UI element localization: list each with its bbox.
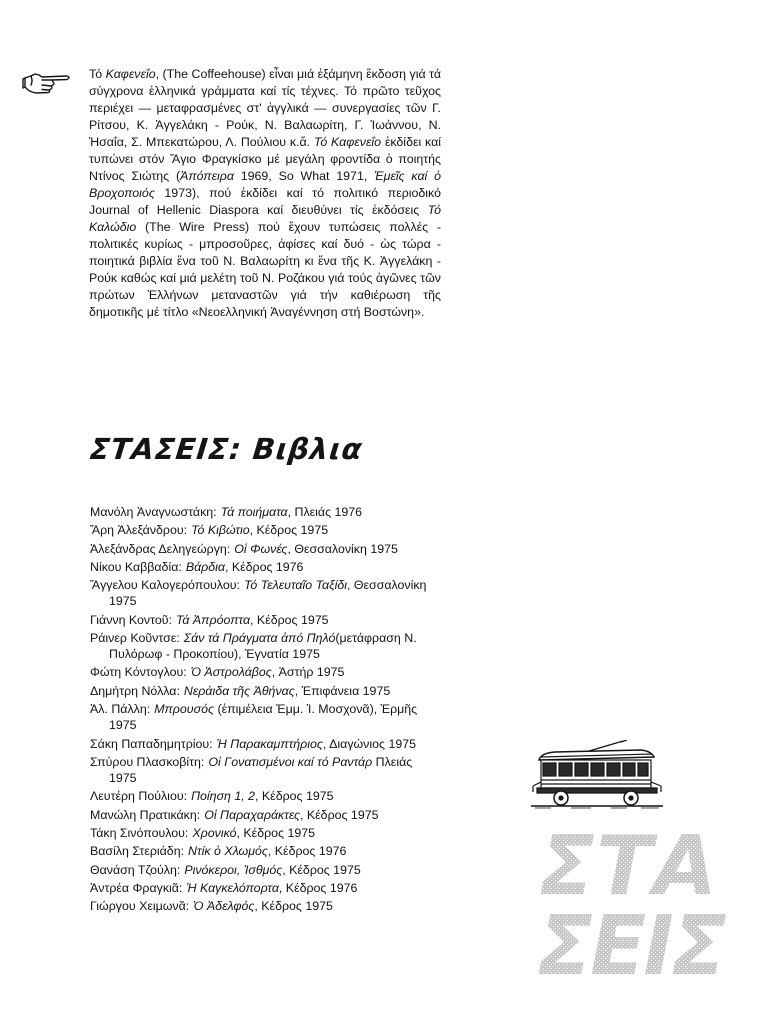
stamp-line-2: ΣΕΙΣ [537, 899, 729, 980]
book-title: Οἱ Φωνές [234, 541, 288, 556]
book-list [90, 504, 442, 916]
book-publisher: , Κέδρος 1975 [250, 612, 329, 627]
stamp-line-1: ΣΤΑ [539, 820, 719, 914]
book-entry [90, 504, 442, 520]
book-author: Ἄγγελου Καλογερόπουλου: [90, 578, 240, 593]
book-author: Φώτη Κόντογλου: [90, 665, 187, 680]
book-publisher: (ἐπιμέλεια Ἐμμ. Ἰ. Μοσχονᾶ), Ἑρμῆς 1975 [109, 702, 418, 733]
book-publisher: , Κέδρος 1976 [224, 559, 304, 574]
intro-text [89, 66, 441, 321]
book-entry [90, 577, 442, 609]
book-author: Θανάση Τζούλη: [90, 862, 181, 877]
book-title: Οἱ Γονατισμένοι καί τό Ραντάρ [208, 754, 373, 769]
book-author: Δημήτρη Νόλλα: [90, 683, 180, 698]
book-author: Μανώλη Πρατικάκη: [90, 807, 201, 822]
book-author: Λευτέρη Πούλιου: [90, 789, 188, 804]
book-title: Οἱ Παραχαράκτες [204, 807, 300, 822]
book-publisher: Πλειάς 1975 [109, 754, 413, 786]
book-title: Σάν τά Πράγματα ἀπό Πηλό [183, 630, 336, 645]
book-title: Ἡ Καγκελόπορτα [186, 880, 279, 895]
book-author: Ἀλ. Πάλλη: [90, 702, 151, 717]
book-entry [90, 807, 442, 823]
book-entry [90, 862, 442, 878]
book-title: Μπρουσός [154, 702, 214, 717]
book-publisher: , Πλειάς 1976 [287, 505, 363, 519]
book-title: Ἡ Παρακαμπτήριος [216, 736, 323, 751]
book-author: Ἀντρέα Φραγκιᾶ: [90, 880, 183, 895]
book-entry [90, 788, 442, 804]
book-entry [90, 683, 442, 699]
intro-italic-title: Τό Καφενεΐο [313, 135, 382, 149]
book-author: Νίκου Καββαδία: [90, 559, 182, 574]
book-title: Ὁ Ἀδελφός [193, 899, 255, 914]
tram-illustration [531, 740, 663, 810]
book-entry [90, 522, 442, 538]
intro-italic-title: Ἀπόπειρα [180, 169, 234, 183]
book-author: Σπύρου Πλασκοβίτη: [90, 754, 205, 769]
book-publisher: , Διαγώνιος 1975 [322, 736, 417, 751]
book-title: Χρονικό [192, 825, 237, 840]
intro-text-segment: Τό [89, 67, 106, 81]
book-title: Ὁ Ἀστρολάβος [190, 665, 272, 680]
book-title: Τό Κιβώτιο [191, 523, 250, 538]
book-entry [90, 630, 442, 662]
book-publisher: , Κέδρος 1975 [254, 899, 333, 914]
book-entry [90, 754, 442, 786]
book-title: Ρινόκεροι, Ἰσθμός [184, 862, 283, 877]
intro-text-segment: 1973), πού ἐκδίδει καί τό πολιτικό περιοδικό Journal of Hellenic Diaspora καί διευθύνει τίς ἐκδόσεις [89, 186, 441, 217]
book-publisher: , Θεσσαλονίκη 1975 [287, 541, 398, 556]
book-title: Τά ποιήματα [220, 505, 288, 519]
book-entry [90, 541, 442, 557]
book-entry [90, 825, 442, 841]
book-title: Τό Τελευταῖο Ταξίδι [243, 578, 348, 593]
book-publisher: , Κέδρος 1976 [267, 844, 347, 859]
book-entry [90, 898, 442, 914]
book-entry [90, 559, 442, 575]
book-entry [90, 701, 442, 733]
book-author: Ράινερ Κοῦντσε: [90, 630, 180, 645]
book-publisher: , Κέδρος 1975 [300, 807, 379, 822]
book-author: Γιώργου Χειμωνᾶ: [90, 899, 190, 914]
book-publisher: , Κέδρος 1975 [282, 862, 361, 877]
intro-italic-title: Τό Καλώδιο [89, 203, 441, 234]
book-author: Τάκη Σινόπουλου: [90, 825, 189, 840]
book-entry [90, 843, 442, 859]
section-heading: ΣΤΑΣΕΙΣ: Βιβλια [88, 432, 365, 466]
intro-text-segment: , (The Coffeehouse) εἶναι μιά ἑξάμηνη ἔκδοση γιά τά σύγχρονα ἑλληνικά γράμματα καί τίς τέχνες. Τό πρῶτο τεῦχος περιέχει — μεταφρασμένες στ' ἀγγλικά — συνεργασίες τῶν Γ. Ρίτσου, Κ. Ἀγγελάκη - Ρούκ, Ν. Βαλαωρίτη, Γ. Ἰωάννου, Ν. Ἡσαΐα, Σ. Μπεκατώρου, Λ. Πούλιου κ.ἄ. [89, 67, 441, 149]
intro-paragraph [89, 66, 441, 321]
book-title: Νεράιδα τῆς Ἀθήνας [183, 683, 295, 698]
book-author: Ἀλεξάνδρας Δεληγεώργη: [90, 541, 231, 556]
book-entry [90, 664, 442, 680]
book-author: Βασίλη Στεριάδη: [90, 844, 185, 859]
book-publisher: , Ἐπιφάνεια 1975 [294, 683, 391, 698]
intro-italic-title: Καφενεΐο [105, 67, 156, 81]
book-author: Γιάννη Κοντοῦ: [90, 612, 172, 627]
book-publisher: , Ἀστήρ 1975 [271, 665, 345, 680]
book-publisher: (μετάφραση Ν. Πυλόρωφ - Προκοπίου), Ἐγνατία 1975 [109, 630, 417, 662]
book-title: Ποίηση 1, 2 [191, 789, 256, 804]
book-publisher: , Κέδρος 1976 [278, 880, 358, 895]
book-title: Τά Ἀπρόοπτα [175, 612, 251, 627]
book-entry [90, 612, 442, 628]
intro-text-segment: 1969, So What 1971, [233, 169, 375, 183]
book-publisher: , Κέδρος 1975 [255, 789, 334, 804]
book-author: Μανόλη Ἀναγνωστάκη: [90, 505, 217, 519]
book-publisher: , Θεσσαλονίκη 1975 [109, 578, 427, 609]
book-publisher: , Κέδρος 1975 [249, 523, 329, 538]
book-publisher: , Κέδρος 1975 [236, 825, 316, 840]
book-author: Σάκη Παπαδημητρίου: [90, 736, 213, 751]
stasis-stamp [535, 820, 735, 980]
intro-italic-title: Ἐμεῖς καί ὁ Βροχοποιός [89, 169, 441, 200]
book-entry [90, 880, 442, 896]
intro-text-segment: (The Wire Press) πού ἔχουν τυπώσεις πολλές - πολιτικές κυρίως - μπροσοῦρες, ἀφίσες καί δυό - ὡς τώρα - ποιητικά βιβλία ἕνα τοῦ Ν. Βαλαωρίτη κι ἕνα τῆς Κ. Ἀγγελάκη - Ρούκ καθώς καί μιά μελέτη τοῦ Ν. Ροζάκου γιά τούς ἀγῶνες τῶν πρώτων Ἑλλήνων μεταναστῶν γιά τήν καθιέρωση τῆς δημοτικῆς μέ τίτλο «Νεοελληνική Ἀναγέννηση στή Βοστώνη». [89, 220, 441, 319]
book-entry [90, 736, 442, 752]
pointing-hand-icon [22, 70, 72, 96]
intro-text-segment: ἐκδίδει καί τυπώνει στόν Ἅγιο Φραγκίσκο μέ μεγάλη φροντίδα ὁ ποιητής Ντίνος Σιώτης ( [89, 135, 441, 183]
book-title: Ντίκ ὁ Χλωμός [188, 844, 268, 859]
book-title: Βάρδια [185, 559, 225, 574]
book-author: Ἄρη Ἀλεξάνδρου: [90, 523, 188, 538]
